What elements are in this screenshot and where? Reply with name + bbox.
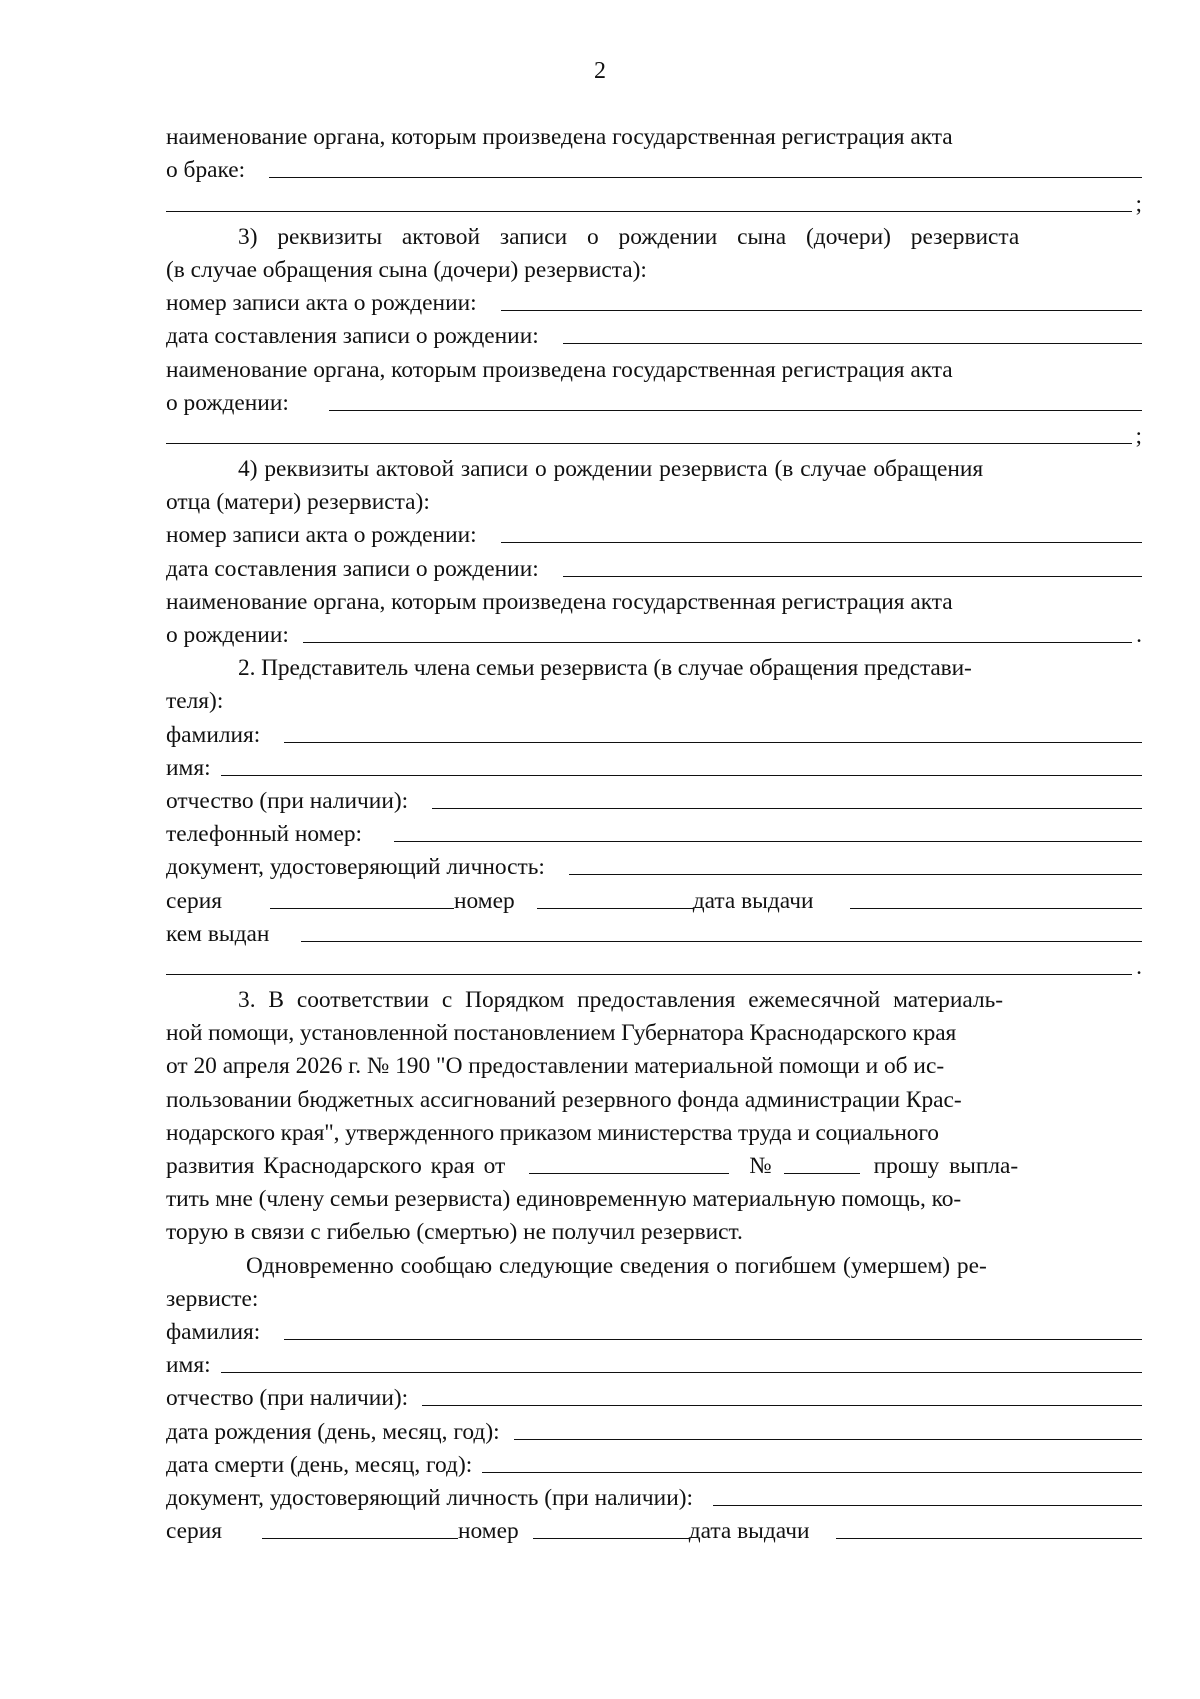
rep-series-label: серия [166,887,223,914]
section3-row-5 [166,1114,1142,1147]
rep-series-field[interactable] [270,907,454,909]
rep-issue-date-field[interactable] [850,907,1143,909]
form-content [166,118,1142,1545]
rep-patronymic-label: отчество (при наличии): [166,787,409,814]
semicolon: ; [1135,422,1142,449]
item3-organ-field-2[interactable] [166,442,1132,444]
deceased-heading-2 [166,1280,1142,1313]
rep-name-label: имя: [166,754,211,781]
item3-number-field[interactable] [501,309,1142,311]
deceased-birth-row [166,1412,1142,1445]
deceased-id-field[interactable] [713,1504,1142,1506]
deceased-surname-row [166,1313,1142,1346]
deceased-patronymic-field[interactable] [422,1404,1142,1406]
rep-issued-by-row-2 [166,948,1142,981]
section3-row-8 [166,1213,1142,1246]
section2-heading [166,649,1142,682]
item4-date-label: дата составления записи о рождении: [166,555,539,582]
section3-text-8: торую в связи с гибелью (смертью) не получил резервист. [166,1219,743,1246]
section3-text-6a: развития Краснодарского края от [166,1153,506,1179]
semicolon: ; [1135,190,1142,217]
section2-row2: теля): [166,688,224,715]
deceased-series-label: серия [166,1518,223,1545]
deceased-id-label: документ, удостоверяющий личность (при наличии): [166,1484,693,1511]
item4-number-label: номер записи акта о рождении: [166,522,477,549]
rep-surname-row [166,715,1142,748]
item3-heading [166,218,1142,251]
marriage-organ-field-row [166,151,1142,184]
section3-text-4: пользовании бюджетных ассигнований резервного фонда администрации Крас- [166,1086,962,1113]
item4-organ-field-row [166,616,1142,649]
item4-date-field[interactable] [563,575,1142,577]
item3-date-field[interactable] [563,342,1142,344]
deceased-surname-label: фамилия: [166,1318,261,1345]
marriage-organ-line [166,118,1142,151]
item3-number-row [166,284,1142,317]
deceased-row1: Одновременно сообщаю следующие сведения о погибшем (умершем) ре- [246,1252,987,1279]
rep-number-label: номер [454,887,515,914]
marriage-organ-field-row-2 [166,184,1142,217]
item4-number-field[interactable] [501,541,1142,543]
deceased-issue-date-field[interactable] [836,1537,1143,1539]
item4-row1: 4) реквизиты актовой записи о рождении резервиста (в случае обращения [238,456,984,483]
rep-patronymic-row [166,782,1142,815]
item3-number-label: номер записи акта о рождении: [166,290,477,317]
rep-issued-by-field-2[interactable] [166,973,1132,975]
deceased-death-row [166,1446,1142,1479]
rep-series-row [166,881,1142,914]
rep-issue-date-label: дата выдачи [692,887,814,914]
deceased-id-row [166,1479,1142,1512]
item3-organ-row [166,350,1142,383]
deceased-death-field[interactable] [482,1471,1142,1473]
deceased-number-label: номер [458,1518,519,1545]
deceased-name-row [166,1346,1142,1379]
deceased-name-label: имя: [166,1352,211,1379]
item3-row2: (в случае обращения сына (дочери) резервиста): [166,256,647,283]
item4-number-row [166,516,1142,549]
item4-organ-label-2: о рождении: [166,622,289,648]
marriage-label: о браке: [166,157,246,184]
item3-date-label: дата составления записи о рождении: [166,323,539,350]
deceased-row2: зервисте: [166,1285,259,1312]
item4-organ-row [166,583,1142,616]
section3-text-7: тить мне (члену семьи резервиста) единовременную материальную помощь, ко- [166,1186,962,1213]
rep-surname-label: фамилия: [166,721,261,748]
period: . [1136,953,1142,980]
item4-row2: отца (матери) резервиста): [166,489,430,516]
marriage-organ-field[interactable] [269,176,1142,178]
rep-name-row [166,749,1142,782]
item3-organ-field[interactable] [329,409,1142,411]
rep-issued-by-label: кем выдан [166,920,270,947]
section3-row-3 [166,1047,1142,1080]
deceased-name-field[interactable] [221,1371,1142,1373]
section3-text-1: 3. В соответствии с Порядком предоставления ежемесячной материаль- [238,987,1004,1014]
deceased-series-row [166,1512,1142,1545]
section3-text-6b: прошу выпла- [873,1153,1019,1179]
rep-issued-by-field[interactable] [301,940,1142,942]
rep-id-label: документ, удостоверяющий личность: [166,854,545,881]
section3-row-6 [166,1147,1142,1180]
deceased-number-field[interactable] [533,1537,689,1539]
item3-organ-label-2: о рождении: [166,389,289,416]
item4-heading [166,450,1142,483]
rep-issued-by-row [166,915,1142,948]
deceased-issue-date-label: дата выдачи [688,1518,810,1545]
rep-id-row [166,848,1142,881]
section3-text-2: ной помощи, установленной постановлением Губернатора Краснодарского края [166,1020,957,1047]
section2-heading-2 [166,682,1142,715]
item3-organ-field-row [166,384,1142,417]
section3-row-1 [166,981,1142,1014]
section3-text-3: от 20 апреля 2026 г. № 190 "О предоставлении материальной помощи и об ис- [166,1053,945,1080]
deceased-birth-field[interactable] [514,1438,1142,1440]
marriage-organ-field-2[interactable] [166,210,1132,212]
deceased-death-label: дата смерти (день, месяц, год): [166,1451,473,1478]
rep-name-field[interactable] [221,774,1142,776]
rep-surname-field[interactable] [284,741,1142,743]
deceased-surname-field[interactable] [284,1338,1142,1340]
item3-row1: 3) реквизиты актовой записи о рождении сына (дочери) резервиста [238,223,1020,250]
rep-phone-label: телефонный номер: [166,821,363,848]
item3-date-row [166,317,1142,350]
section3-row-4 [166,1080,1142,1113]
period: . [1136,622,1142,648]
section3-row-2 [166,1014,1142,1047]
order-date-field[interactable] [529,1172,729,1174]
page-number: 2 [594,58,606,84]
deceased-birth-label: дата рождения (день, месяц, год): [166,1418,500,1445]
item4-date-row [166,549,1142,582]
section2-row1: 2. Представитель члена семьи резервиста (в случае обращения представи- [238,655,972,682]
rep-patronymic-field[interactable] [432,807,1142,809]
rep-phone-row [166,815,1142,848]
marriage-organ-label: наименование органа, которым произведена государственная регистрация акта [166,124,953,151]
section3-no-sign: № [749,1153,772,1179]
rep-number-field[interactable] [537,907,693,909]
item3-heading-2 [166,251,1142,284]
rep-id-field[interactable] [569,873,1142,875]
rep-phone-field[interactable] [394,840,1142,842]
item4-heading-2 [166,483,1142,516]
section3-text-5: нодарского края", утвержденного приказом министерства труда и социального [166,1119,939,1146]
item3-organ-field-row-2 [166,417,1142,450]
deceased-heading [166,1246,1142,1279]
deceased-patronymic-label: отчество (при наличии): [166,1385,409,1412]
item4-organ-field[interactable] [303,641,1132,643]
section3-row-7 [166,1180,1142,1213]
item4-organ-label: наименование органа, которым произведена государственная регистрация акта [166,588,953,615]
order-number-field[interactable] [784,1172,860,1174]
deceased-patronymic-row [166,1379,1142,1412]
item3-organ-label: наименование органа, которым произведена государственная регистрация акта [166,356,953,383]
deceased-series-field[interactable] [262,1537,458,1539]
